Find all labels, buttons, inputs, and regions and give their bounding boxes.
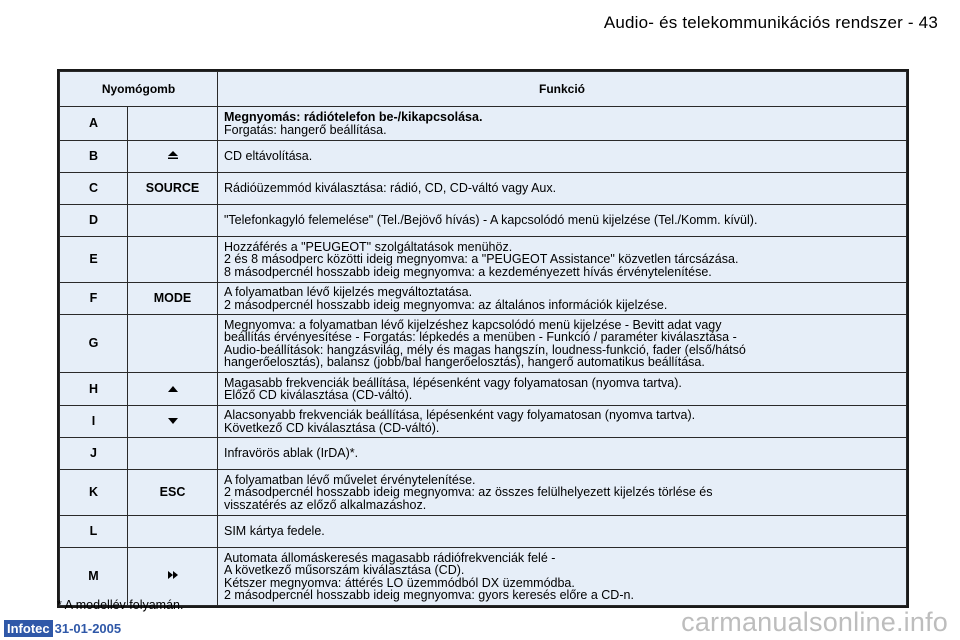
row-button <box>128 406 218 438</box>
table-row <box>60 406 907 438</box>
function-line: Előző CD kiválasztása (CD-váltó). <box>224 388 413 402</box>
row-key: K <box>60 470 128 516</box>
function-line: 2 másodpercnél hosszabb ideig megnyomva: gyors keresés előre a CD-n. <box>224 588 634 602</box>
table-row <box>60 237 907 283</box>
row-key: E <box>60 237 128 283</box>
row-function <box>218 141 907 173</box>
row-button <box>128 548 218 606</box>
row-key: H <box>60 373 128 406</box>
row-button <box>128 173 218 205</box>
function-line: Megnyomva: a folyamatban lévő kijelzéshez kapcsolódó menü kijelzése - Bevitt adat vagy <box>224 317 722 332</box>
row-function <box>218 548 907 606</box>
function-line: 8 másodpercnél hosszabb ideig megnyomva: a kezdeményezett hívás érvénytelenítése. <box>224 264 712 279</box>
function-line: CD eltávolítása. <box>224 149 313 164</box>
row-key: B <box>60 141 128 173</box>
footnote: * A modellév folyamán. <box>57 598 184 612</box>
function-line: A folyamatban lévő művelet érvénytelenítése. <box>224 472 476 487</box>
function-line: Automata állomáskeresés magasabb rádiófrekvenciák felé - <box>224 550 556 565</box>
table-row <box>60 548 907 606</box>
row-button-label: MODE <box>153 291 192 306</box>
table-row <box>60 373 907 406</box>
row-function <box>218 516 907 548</box>
table-row <box>60 107 907 141</box>
table-row <box>60 438 907 470</box>
function-line: Hozzáférés a "PEUGEOT" szolgáltatások menühöz. <box>224 239 513 254</box>
function-line: Kétszer megnyomva: áttérés LO üzemmódból DX üzemmódba. <box>224 575 575 590</box>
function-line: A folyamatban lévő kijelzés megváltoztatása. <box>224 285 473 299</box>
up-arrow-icon <box>167 383 179 396</box>
row-button <box>128 373 218 406</box>
row-key: A <box>60 107 128 141</box>
stamp-date: 31-01-2005 <box>54 621 122 636</box>
function-line: visszatérés az előző alkalmazáshoz. <box>224 497 427 512</box>
table-row <box>60 205 907 237</box>
row-button-label: SOURCE <box>145 181 200 196</box>
function-line: SIM kártya fedele. <box>224 524 325 539</box>
row-button <box>128 283 218 315</box>
row-key: M <box>60 548 128 606</box>
publisher-stamp <box>4 620 121 637</box>
table-row <box>60 173 907 205</box>
function-line: Forgatás: hangerő beállítása. <box>224 122 387 137</box>
function-line: 2 másodpercnél hosszabb ideig megnyomva: az összes felülhelyezett kijelzés törlése és <box>224 485 713 500</box>
row-function <box>218 373 907 406</box>
row-function <box>218 438 907 470</box>
table-row <box>60 315 907 373</box>
watermark: carmanualsonline.info <box>681 607 948 637</box>
row-function <box>218 237 907 283</box>
function-line: Megnyomás: rádiótelefon be-/kikapcsolása. <box>224 110 483 124</box>
row-key: G <box>60 315 128 373</box>
row-button <box>128 205 218 237</box>
table-row <box>60 516 907 548</box>
function-line: "Telefonkagyló felemelése" (Tel./Bejövő hívás) - A kapcsolódó menü kijelzése (Tel./Komm. kívül). <box>224 213 758 228</box>
row-key: F <box>60 283 128 315</box>
row-button-label: ESC <box>159 485 186 500</box>
row-button <box>128 107 218 141</box>
function-line: 2 másodpercnél hosszabb ideig megnyomva: az általános információk kijelzése. <box>224 297 668 312</box>
row-function <box>218 315 907 373</box>
function-line: 2 és 8 másodperc közötti ideig megnyomva: a "PEUGEOT Assistance" közvetlen tárcsázása. <box>224 252 739 267</box>
row-button <box>128 438 218 470</box>
header-button-column: Nyomógomb <box>60 72 218 107</box>
row-function <box>218 205 907 237</box>
function-line: hangerőelosztás), balansz (jobb/bal hangerőelosztás), hangerő automatikus beállítása. <box>224 355 705 369</box>
function-line: Rádióüzemmód kiválasztása: rádió, CD, CD-váltó vagy Aux. <box>224 181 557 196</box>
row-function <box>218 283 907 315</box>
eject-icon <box>166 150 180 163</box>
row-function <box>218 107 907 141</box>
row-function <box>218 406 907 438</box>
row-function <box>218 173 907 205</box>
function-line: A következő műsorszám kiválasztása (CD). <box>224 563 465 577</box>
row-button <box>128 315 218 373</box>
function-line: Alacsonyabb frekvenciák beállítása, lépésenként vagy folyamatosan (nyomva tartva). <box>224 408 696 422</box>
row-key: J <box>60 438 128 470</box>
row-key: I <box>60 406 128 438</box>
page-title: Audio- és telekommunikációs rendszer - 43 <box>603 13 938 32</box>
row-button <box>128 141 218 173</box>
down-arrow-icon <box>167 415 179 428</box>
row-button <box>128 237 218 283</box>
function-line: Magasabb frekvenciák beállítása, lépésenként vagy folyamatosan (nyomva tartva). <box>224 375 682 390</box>
header-function-column: Funkció <box>218 72 907 107</box>
table-row <box>60 470 907 516</box>
row-key: D <box>60 205 128 237</box>
button-function-table <box>57 69 909 608</box>
table-row <box>60 283 907 315</box>
infotec-logo: Infotec <box>4 620 53 637</box>
function-line: Infravörös ablak (IrDA)*. <box>224 446 359 461</box>
row-button <box>128 470 218 516</box>
fast-forward-icon <box>166 570 180 583</box>
table-header-row <box>60 72 907 107</box>
row-function <box>218 470 907 516</box>
row-button <box>128 516 218 548</box>
table-row <box>60 141 907 173</box>
function-line: beállítás érvényesítése - Forgatás: lépkedés a menüben - Funkció / paraméter kiválasztása - <box>224 330 737 344</box>
function-line: Audio-beállítások: hangzásvilág, mély és magas hangszín, loudness-funkció, fader (első/hátsó <box>224 342 746 357</box>
row-key: C <box>60 173 128 205</box>
function-line: Következő CD kiválasztása (CD-váltó). <box>224 420 440 435</box>
row-key: L <box>60 516 128 548</box>
